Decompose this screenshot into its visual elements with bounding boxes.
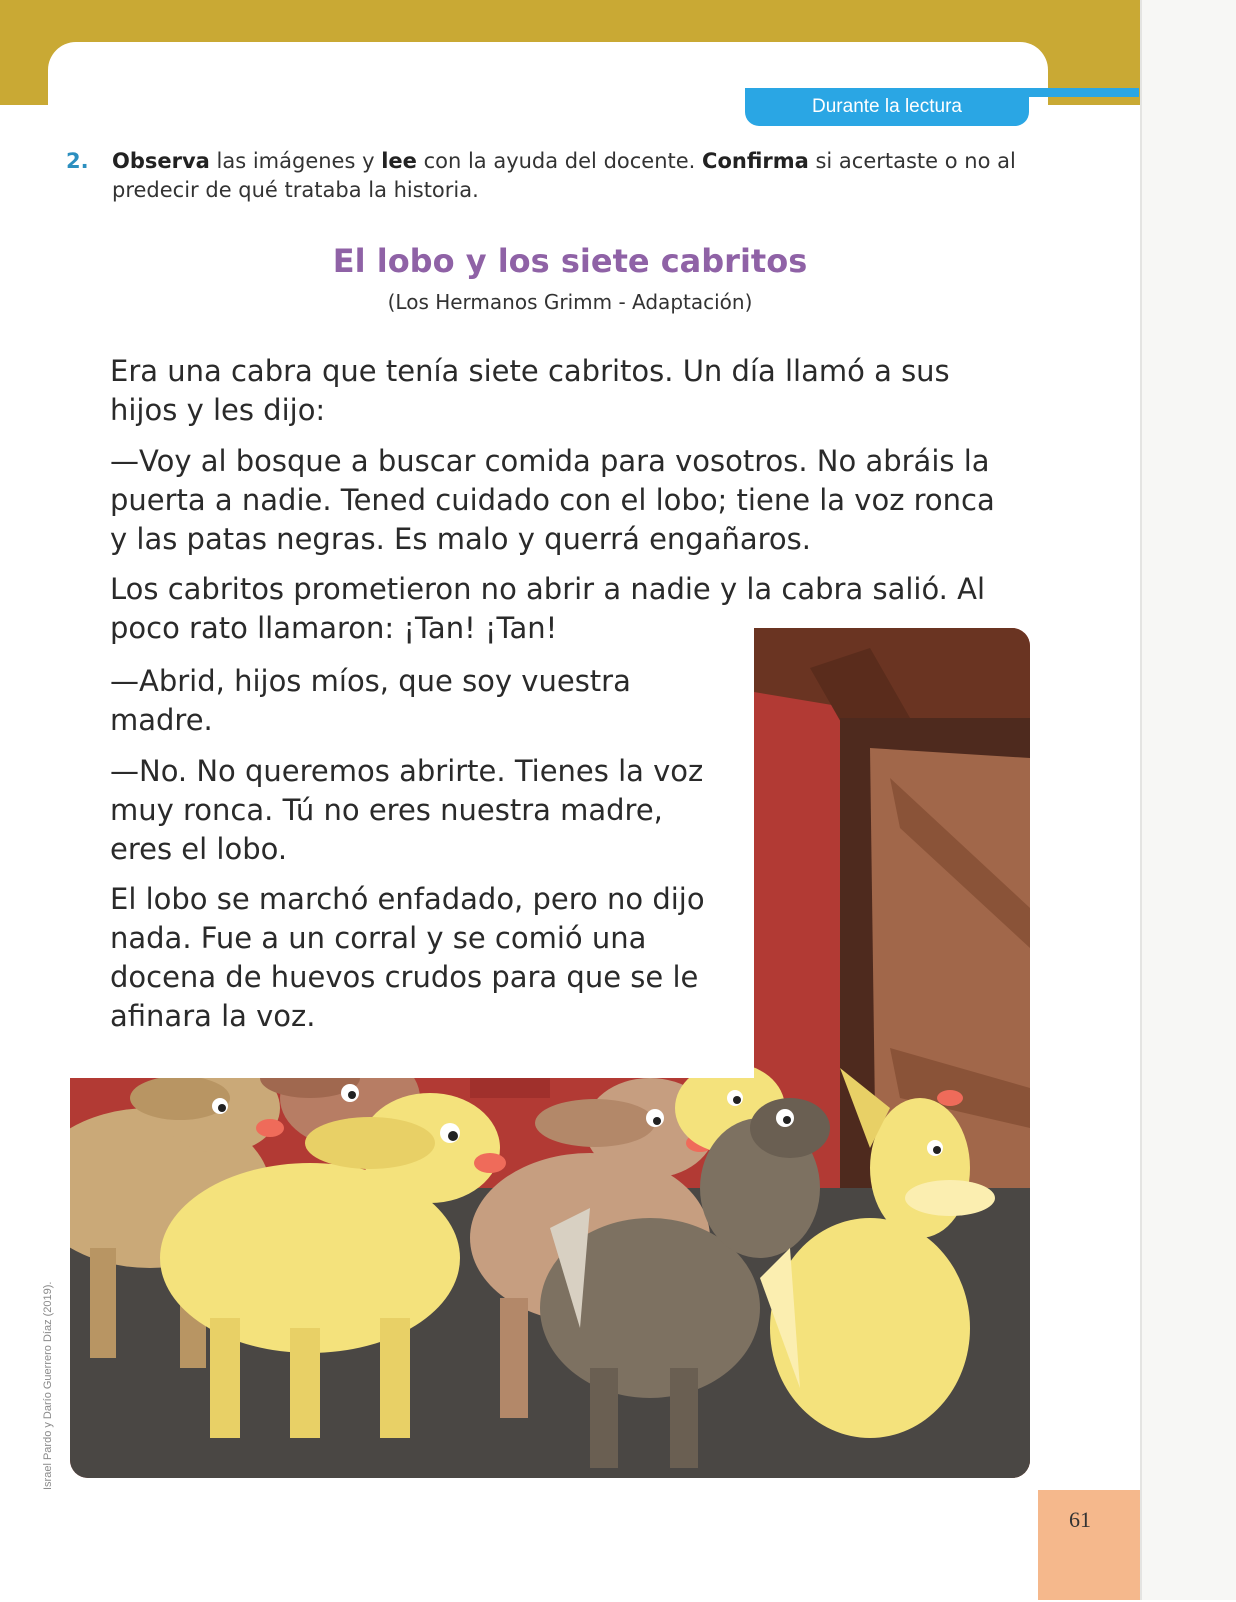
story-paragraph-5: —No. No queremos abrirte. Tienes la voz muy ronca. Tú no eres nuestra madre, eres el lobo.: [110, 754, 704, 866]
story-paragraph-4: —Abrid, hijos míos, que soy vuestra madre.: [110, 664, 631, 737]
section-tab-line: [1029, 88, 1139, 97]
illustration-credit: Israel Pardo y Darío Guerrero Díaz (2019).: [42, 1281, 54, 1490]
story-paragraph-1: Era una cabra que tenía siete cabritos. Un día llamó a sus hijos y les dijo:: [110, 354, 950, 427]
instruction-verb-lee: lee: [381, 149, 417, 173]
instruction-text-1: las imágenes y: [209, 149, 382, 173]
page-edge-line: [1140, 0, 1142, 1600]
story-author: (Los Hermanos Grimm - Adaptación): [387, 290, 753, 314]
instruction: [66, 147, 1026, 205]
instruction-verb-observa: Observa: [112, 149, 210, 173]
story-title: El lobo y los siete cabritos: [332, 242, 808, 280]
story-paragraph-6: El lobo se marchó enfadado, pero no dijo nada. Fue a un corral y se comió una docena de huevos crudos para que se le afinara la voz.: [110, 882, 705, 1033]
instruction-text: [112, 147, 1026, 205]
page-number: 61: [1069, 1507, 1091, 1532]
section-tab: Durante la lectura: [745, 88, 1029, 126]
instruction-number: 2.: [66, 149, 89, 173]
instruction-text-2: con la ayuda del docente.: [416, 149, 703, 173]
page-margin-right: [1140, 0, 1236, 1600]
story-paragraph-2: —Voy al bosque a buscar comida para vosotros. No abráis la puerta a nadie. Tened cuidado con el lobo; tiene la voz ronca y las patas negras. Es malo y querrá engañaros.: [110, 444, 995, 556]
story-paragraph-3: Los cabritos prometieron no abrir a nadie y la cabra salió. Al poco rato llamaron: ¡Tan! ¡Tan!: [110, 572, 986, 645]
instruction-verb-confirma: Confirma: [702, 149, 809, 173]
instruction-text-3: si acertaste o no al predecir de qué trataba la historia.: [112, 149, 1016, 202]
